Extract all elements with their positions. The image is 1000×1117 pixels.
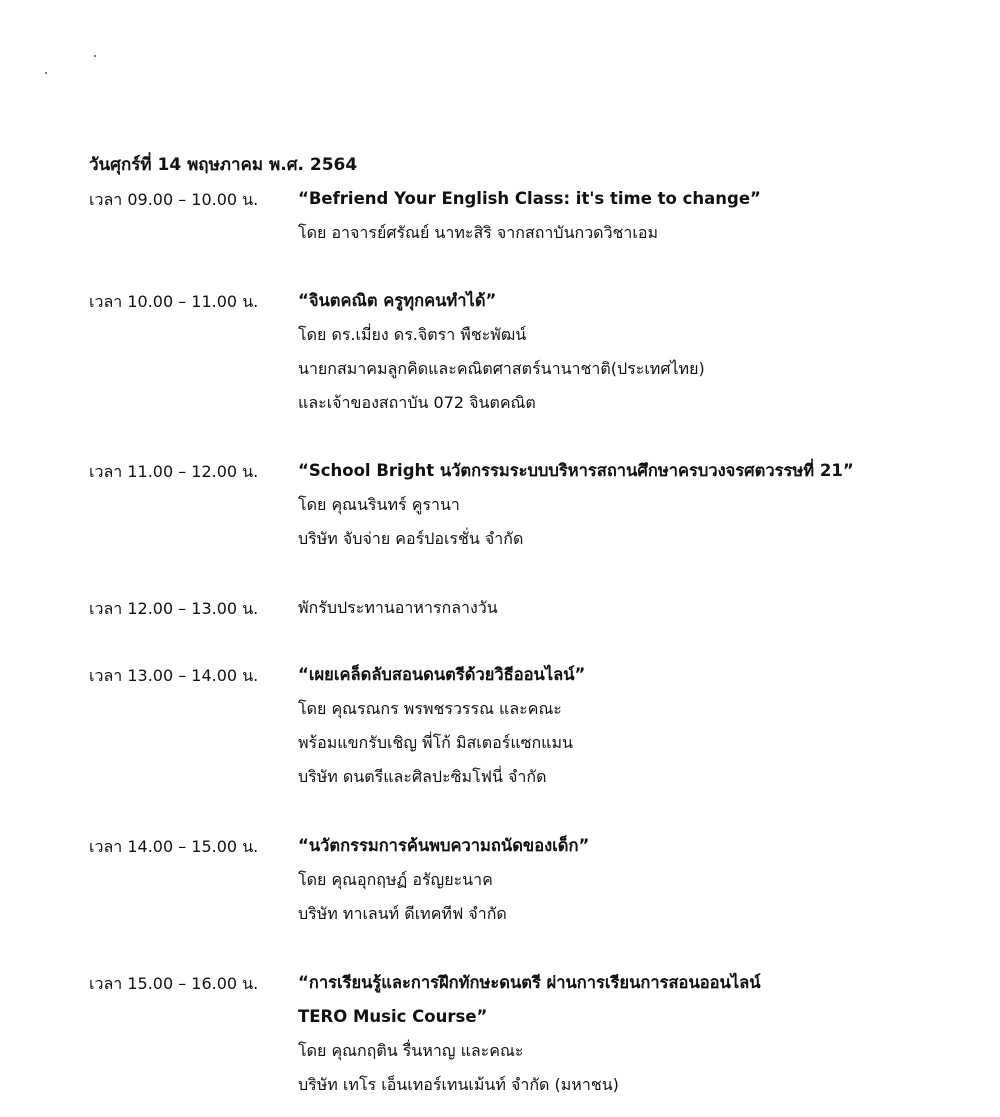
session-details [298, 664, 988, 800]
session-title: “Befriend Your English Class: it's time to change” [298, 189, 761, 208]
session-title: “จินตคณิต ครูทุกคนทำได้” [298, 291, 497, 310]
session-guest: พร้อมแขกรับเชิญ พี่โก้ มิสเตอร์แซกแมน [298, 733, 573, 752]
session-speaker: โดย คุณรณกร พรพชรวรรณ และคณะ [298, 699, 562, 718]
session-speaker: โดย คุณกฤติน รื่นหาญ และคณะ [298, 1041, 524, 1060]
session-details [298, 597, 988, 631]
session-time: เวลา 12.00 – 13.00 น. [89, 599, 259, 618]
session-speaker: โดย อาจารย์ศรัณย์ นาทะสิริ จากสถาบันกวดวิชาเอม [298, 223, 659, 242]
session-details [298, 972, 988, 1108]
session-affiliation: บริษัท เทโร เอ็นเทอร์เทนเม้นท์ จำกัด (มหาชน) [298, 1075, 619, 1094]
session-speaker: โดย คุณอุกฤษฏ์ อรัญยะนาค [298, 870, 493, 889]
session-affiliation: บริษัท จับจ่าย คอร์ปอเรชั่น จำกัด [298, 529, 524, 548]
session-speaker: โดย คุณนรินทร์ คูรานา [298, 495, 460, 514]
session-title: “School Bright นวัตกรรมระบบบริหารสถานศึกษาครบวงจรศตวรรษที่ 21” [298, 461, 854, 480]
session-time: เวลา 15.00 – 16.00 น. [89, 974, 259, 993]
session-affiliation: นายกสมาคมลูกคิดและคณิตศาสตร์นานาชาติ(ประเทศไทย) [298, 359, 705, 378]
session-title: “เผยเคล็ดลับสอนดนตรีด้วยวิธีออนไลน์” [298, 665, 586, 684]
session-time: เวลา 11.00 – 12.00 น. [89, 462, 259, 481]
session-time: เวลา 09.00 – 10.00 น. [89, 190, 259, 209]
scan-speck [94, 55, 96, 57]
session-details [298, 290, 988, 426]
session-affiliation: และเจ้าของสถาบัน 072 จินตคณิต [298, 393, 536, 412]
session-time: เวลา 10.00 – 11.00 น. [89, 292, 259, 311]
session-affiliation: บริษัท ทาเลนท์ ดีเทคทีฟ จำกัด [298, 904, 507, 923]
session-speaker: โดย ดร.เมี่ยง ดร.จิตรา พืชะพัฒน์ [298, 325, 527, 344]
session-lunch-break: พักรับประทานอาหารกลางวัน [298, 598, 498, 617]
session-affiliation: บริษัท ดนตรีและศิลปะซิมโฟนี่ จำกัด [298, 767, 547, 786]
session-time: เวลา 14.00 – 15.00 น. [89, 837, 259, 856]
session-title: “การเรียนรู้และการฝึกทักษะดนตรี ผ่านการเรียนการสอนออนไลน์ [298, 973, 761, 992]
session-details [298, 835, 988, 937]
date-heading: วันศุกร์ที่ 14 พฤษภาคม พ.ศ. 2564 [89, 155, 358, 175]
session-title: “นวัตกรรมการค้นพบความถนัดของเด็ก” [298, 836, 590, 855]
session-details [298, 188, 988, 256]
scan-speck [45, 72, 47, 74]
session-title-continued: TERO Music Course” [298, 1007, 488, 1026]
session-time: เวลา 13.00 – 14.00 น. [89, 666, 259, 685]
session-details [298, 460, 988, 562]
